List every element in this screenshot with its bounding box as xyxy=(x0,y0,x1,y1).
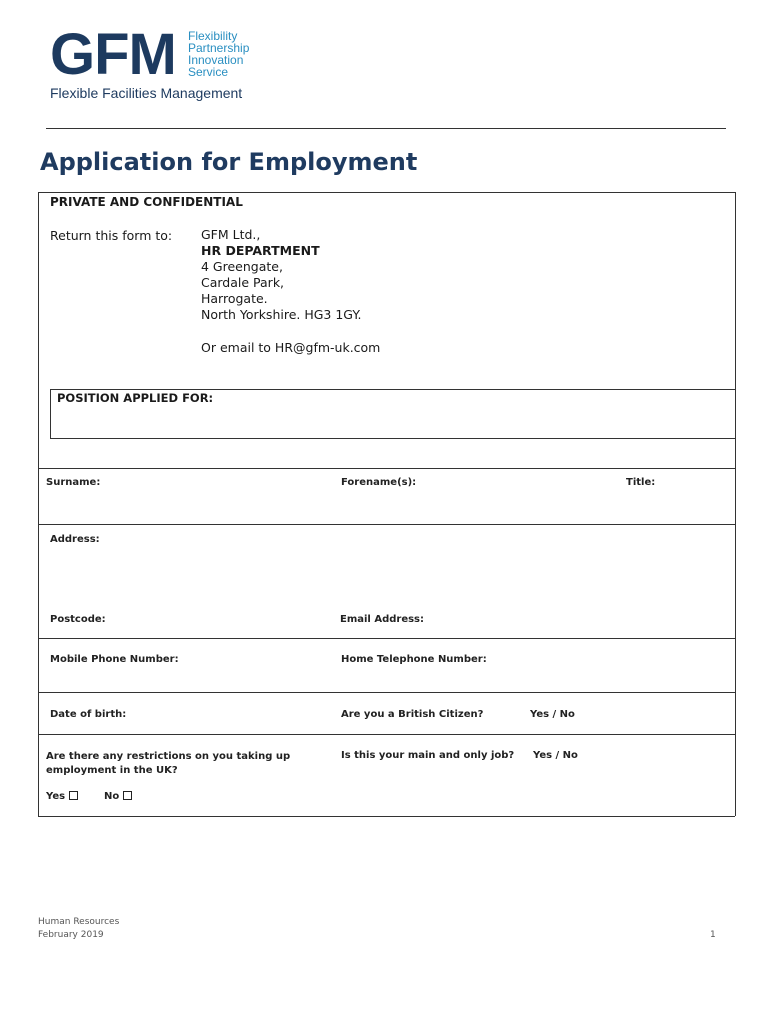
main-job-label: Is this your main and only job? xyxy=(341,750,515,761)
position-label: POSITION APPLIED FOR: xyxy=(57,391,214,405)
frame-bottom-line xyxy=(38,816,735,817)
british-citizen-label: Are you a British Citizen? xyxy=(341,709,484,720)
footer-date: February 2019 xyxy=(38,930,104,940)
forename-label: Forename(s): xyxy=(341,477,417,488)
surname-input[interactable] xyxy=(46,495,326,515)
restrictions-line-2: employment in the UK? xyxy=(46,765,178,776)
restrictions-no-option[interactable] xyxy=(104,791,132,802)
restrictions-no-label: No xyxy=(104,791,120,802)
page-number: 1 xyxy=(710,930,716,940)
home-phone-input[interactable] xyxy=(341,670,721,688)
main-job-options[interactable]: Yes / No xyxy=(533,750,578,761)
restrictions-yes-checkbox[interactable] xyxy=(69,791,78,800)
address-label: Address: xyxy=(50,534,100,545)
restrictions-yes-label: Yes xyxy=(46,791,66,802)
postcode-label: Postcode: xyxy=(50,614,106,625)
return-address xyxy=(201,227,380,356)
title-input[interactable] xyxy=(626,495,726,515)
logo-tagline: Flexible Facilities Management xyxy=(50,85,243,101)
logo-tag-innovation: Innovation xyxy=(188,53,244,67)
restrictions-no-checkbox[interactable] xyxy=(123,791,132,800)
dob-input[interactable] xyxy=(130,707,320,725)
home-phone-label: Home Telephone Number: xyxy=(341,654,487,665)
address-line-park: Cardale Park, xyxy=(201,275,285,290)
logo-letters: GFM xyxy=(50,22,176,87)
address-line-county: North Yorkshire. HG3 1GY. xyxy=(201,307,362,322)
row-line-name-top xyxy=(38,468,735,469)
british-citizen-options[interactable]: Yes / No xyxy=(530,709,575,720)
mobile-input[interactable] xyxy=(50,670,320,688)
email-input[interactable] xyxy=(420,612,720,630)
frame-right-line xyxy=(735,192,736,816)
row-line-phone-bottom xyxy=(38,692,735,693)
logo-tag-service: Service xyxy=(188,65,229,79)
return-label: Return this form to: xyxy=(50,228,173,243)
dob-label: Date of birth: xyxy=(50,709,127,720)
frame-top-line xyxy=(38,192,735,193)
row-line-name-bottom xyxy=(38,524,735,525)
footer-department: Human Resources xyxy=(38,917,120,927)
restrictions-question xyxy=(46,750,290,778)
email-instruction: Or email to HR@gfm-uk.com xyxy=(201,340,381,355)
logo-tags xyxy=(188,30,268,78)
position-input[interactable] xyxy=(60,410,720,432)
address-line-town: Harrogate. xyxy=(201,291,268,306)
forename-input[interactable] xyxy=(341,495,611,515)
frame-left-line xyxy=(38,192,39,816)
mobile-label: Mobile Phone Number: xyxy=(50,654,179,665)
confidential-label: PRIVATE AND CONFIDENTIAL xyxy=(50,195,243,209)
restrictions-line-1: Are there any restrictions on you taking up xyxy=(46,751,291,762)
row-line-dob-bottom xyxy=(38,734,735,735)
footer-info xyxy=(38,916,119,942)
email-label: Email Address: xyxy=(340,614,425,625)
company-logo xyxy=(50,22,260,102)
address-line-department: HR DEPARTMENT xyxy=(201,243,320,258)
address-line-street: 4 Greengate, xyxy=(201,259,283,274)
address-line-company: GFM Ltd., xyxy=(201,227,261,242)
restrictions-yes-option[interactable] xyxy=(46,791,78,802)
logo-tag-partnership: Partnership xyxy=(188,41,250,55)
header-divider xyxy=(46,128,726,129)
row-line-contact-bottom xyxy=(38,638,735,639)
postcode-input[interactable] xyxy=(105,612,325,630)
address-input[interactable] xyxy=(50,552,720,602)
surname-label: Surname: xyxy=(46,477,101,488)
logo-tag-flexibility: Flexibility xyxy=(188,29,238,43)
page-title: Application for Employment xyxy=(40,148,418,176)
title-label: Title: xyxy=(626,477,656,488)
